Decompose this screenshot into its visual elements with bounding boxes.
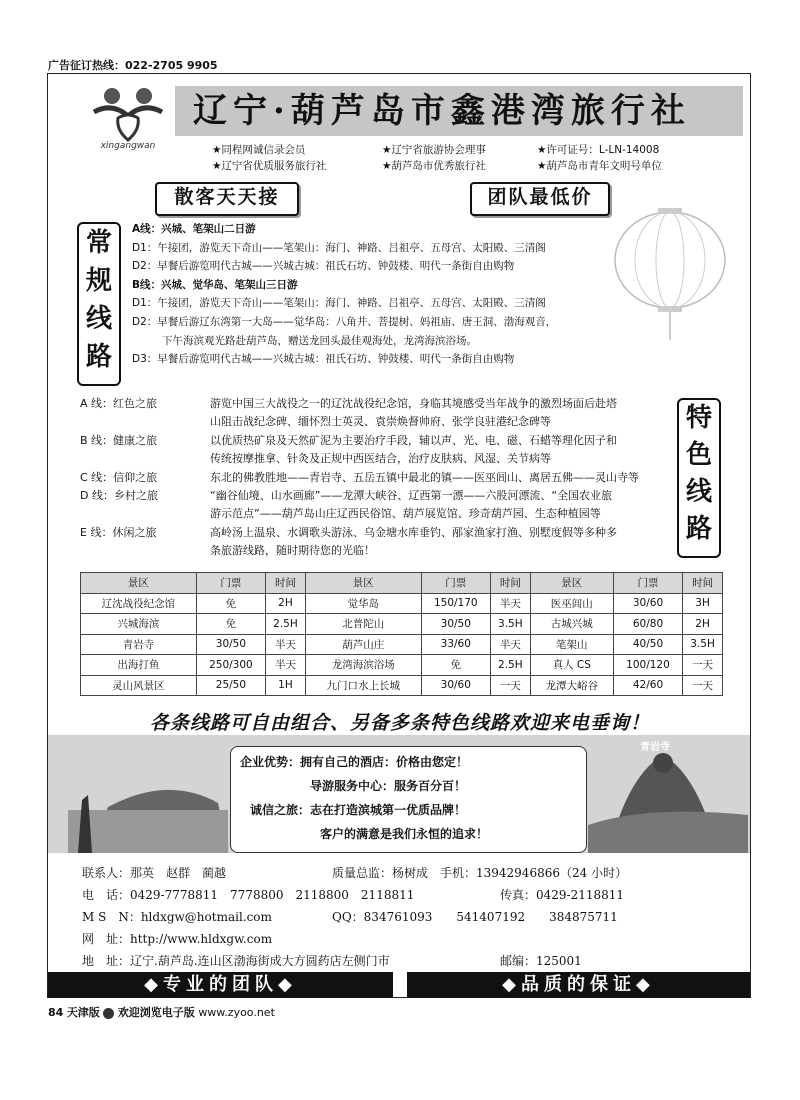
- table-header-cell: 景区: [530, 573, 613, 594]
- table-cell: 2.5H: [490, 655, 530, 676]
- special-route-text: 东北的佛教胜地——青岩寺、五岳五镇中最北的镇——医巫闾山、离居五佛——灵山寺等: [210, 470, 639, 484]
- credential: ★辽宁省旅游协会理事: [382, 144, 486, 156]
- advantage-line: 企业优势：拥有自己的酒店：价格由您定！: [240, 755, 469, 769]
- credential: ★辽宁省优质服务旅行社: [212, 160, 327, 172]
- photo-caption: 青岩寺: [640, 742, 670, 753]
- table-cell: 出海打鱼: [81, 655, 197, 676]
- table-row: [81, 593, 723, 614]
- special-route-label: C 线：信仰之旅: [80, 470, 158, 484]
- special-route-label: D 线：乡村之旅: [80, 489, 158, 503]
- table-header-cell: 时间: [683, 573, 723, 594]
- table-row: [81, 634, 723, 655]
- logo-icon: [88, 82, 168, 150]
- special-route-row: [80, 487, 675, 505]
- table-cell: 半天: [266, 655, 306, 676]
- contact-quality: 质量总监：杨树成 手机：13942946866（24 小时）: [332, 866, 628, 880]
- credentials: [212, 142, 732, 174]
- table-cell: 九门口水上长城: [305, 675, 421, 696]
- table-cell: 免: [196, 614, 265, 635]
- heading-char: 常: [85, 228, 112, 258]
- table-cell: 30/50: [196, 634, 265, 655]
- special-route-row: [80, 450, 675, 468]
- table-header-cell: 时间: [490, 573, 530, 594]
- table-cell: 觉华岛: [305, 593, 421, 614]
- special-route-text: 山阻击战纪念碑、缅怀烈士英灵、袁崇焕督帅府、张学良驻港纪念碑等: [210, 415, 551, 429]
- table-cell: 一天: [683, 675, 723, 696]
- special-route-text: 以优质热矿泉及天然矿泥为主要治疗手段，辅以声、光、电、磁、石蜡等理化因子和: [210, 433, 617, 447]
- contact-info: [82, 862, 742, 972]
- special-route-text: 传统按摩推拿、针灸及正规中西医结合，治疗皮肤病、风湿、关节病等: [210, 452, 551, 466]
- table-cell: 青岩寺: [81, 634, 197, 655]
- contact-address: 地 址：辽宁.葫芦岛.连山区渤海街成大方圆药店左侧门市: [82, 954, 390, 968]
- special-route-label: A 线：红色之旅: [80, 397, 158, 410]
- credential: ★同程网诚信录会员: [212, 144, 306, 156]
- contact-zip: 邮编：125001: [500, 954, 582, 968]
- badge-walkin: 散客天天接: [155, 182, 299, 216]
- special-route-label: [80, 413, 210, 431]
- credentials-row: [212, 142, 732, 158]
- table-cell: 60/80: [613, 614, 682, 635]
- special-route-label: B 线：健康之旅: [80, 433, 158, 447]
- special-route-row: [80, 395, 675, 413]
- special-routes: [80, 395, 675, 561]
- table-cell: 半天: [490, 634, 530, 655]
- edition-label: 天津版: [66, 1006, 100, 1019]
- table-cell: 25/50: [196, 675, 265, 696]
- table-cell: 灵山风景区: [81, 675, 197, 696]
- table-cell: 2H: [683, 614, 723, 635]
- table-row: [81, 614, 723, 635]
- route-line: 下午海滨观光路赴葫芦岛，赠送龙回头最佳观海处，龙湾海滨浴场。: [162, 334, 477, 347]
- table-cell: 辽沈战役纪念馆: [81, 593, 197, 614]
- banner-team: ◆专业的团队◆: [48, 972, 393, 998]
- footer-text: 欢迎浏览电子版: [117, 1006, 195, 1019]
- table-cell: 3.5H: [683, 634, 723, 655]
- table-header-cell: 门票: [613, 573, 682, 594]
- page-number: 84: [48, 1006, 64, 1019]
- page-footer: [48, 1004, 275, 1020]
- table-cell: 30/60: [613, 593, 682, 614]
- special-route-row: [80, 469, 675, 487]
- table-header-cell: 景区: [305, 573, 421, 594]
- globe-icon: [103, 1008, 114, 1019]
- special-route-row: [80, 505, 675, 523]
- table-cell: 免: [421, 655, 490, 676]
- advantages: [240, 750, 580, 846]
- contact-people: 联系人：那英 赵群 蔺越: [82, 866, 227, 880]
- heading-char: 路: [85, 342, 112, 372]
- route-line: A线：兴城、笔架山二日游: [132, 223, 256, 235]
- special-route-label: [80, 505, 210, 523]
- table-cell: 一天: [683, 655, 723, 676]
- advantage-line: 诚信之旅：志在打造滨城第一优质品牌！: [250, 803, 467, 817]
- special-route-row: [80, 432, 675, 450]
- special-route-row: [80, 542, 675, 560]
- agency-title: 辽宁·葫芦岛市鑫港湾旅行社: [175, 86, 743, 136]
- table-cell: 150/170: [421, 593, 490, 614]
- route-line: B线：兴城、觉华岛、笔架山三日游: [132, 278, 298, 291]
- table-cell: 100/120: [613, 655, 682, 676]
- table-cell: 250/300: [196, 655, 265, 676]
- special-routes-heading: [677, 398, 721, 558]
- table-row: [81, 655, 723, 676]
- special-route-text: 高岭汤上温泉、水调歌头游泳、乌金塘水库垂钓、邴家渔家打渔、别墅度假等多种多: [210, 525, 617, 539]
- table-header-cell: 门票: [421, 573, 490, 594]
- advantage-line: 导游服务中心：服务百分百！: [310, 779, 467, 793]
- advantage-line: 客户的满意是我们永恒的追求！: [320, 827, 489, 841]
- table-row: [81, 675, 723, 696]
- banner-quality: ◆品质的保证◆: [407, 972, 750, 998]
- table-header-cell: 门票: [196, 573, 265, 594]
- table-cell: 龙湾海滨浴场: [305, 655, 421, 676]
- table-cell: 古城兴城: [530, 614, 613, 635]
- credential: ★葫芦岛市青年文明号单位: [537, 160, 662, 172]
- heading-char: 色: [685, 440, 712, 470]
- table-cell: 2.5H: [266, 614, 306, 635]
- special-route-row: [80, 413, 675, 431]
- badge-group: 团队最低价: [470, 182, 610, 216]
- credential: ★许可证号：L-LN-14008: [537, 144, 660, 156]
- table-cell: 笔架山: [530, 634, 613, 655]
- slogan: 各条线路可自由组合、另备多条特色线路欢迎来电垂询！: [149, 712, 650, 734]
- contact-qq: QQ：834761093 541407192 384875711: [332, 910, 618, 924]
- table-cell: 龙潭大峪谷: [530, 675, 613, 696]
- ad-hotline: 广告征订热线：022-2705 9905: [48, 59, 218, 72]
- table-header-cell: 时间: [266, 573, 306, 594]
- table-cell: 医巫闾山: [530, 593, 613, 614]
- footer-url[interactable]: www.zyoo.net: [198, 1006, 275, 1019]
- table-cell: 真人 CS: [530, 655, 613, 676]
- logo-text: xingangwan: [100, 141, 156, 151]
- table-cell: 1H: [266, 675, 306, 696]
- table-cell: 半天: [490, 593, 530, 614]
- attractions-table: [80, 572, 723, 696]
- credentials-row: [212, 158, 732, 174]
- table-cell: 葫芦山庄: [305, 634, 421, 655]
- table-header-cell: 景区: [81, 573, 197, 594]
- route-line: D1：午接团，游览天下奇山——笔架山：海门、神路、吕祖亭、五母宫、太阳殿、三清阁: [132, 297, 546, 310]
- special-route-text: 游示范点”——葫芦岛山庄辽西民俗馆、葫芦展览馆、珍奇葫芦园、生态种植园等: [210, 507, 601, 521]
- special-route-label: [80, 450, 210, 468]
- special-route-text: 游览中国三大战役之一的辽沈战役纪念馆，身临其境感受当年战争的激烈场面后赴塔: [210, 397, 617, 410]
- table-cell: 3.5H: [490, 614, 530, 635]
- heading-char: 特: [685, 403, 712, 433]
- table-cell: 40/50: [613, 634, 682, 655]
- table-cell: 一天: [490, 675, 530, 696]
- table-header-row: [81, 573, 723, 594]
- regular-routes: [132, 220, 632, 369]
- heading-char: 线: [85, 304, 112, 334]
- route-line: D2：早餐后游览明代古城——兴城古城：祖氏石坊、钟鼓楼、明代一条街自由购物: [132, 260, 515, 273]
- contact-web[interactable]: 网 址：http://www.hldxgw.com: [82, 932, 273, 946]
- table-cell: 2H: [266, 593, 306, 614]
- table-cell: 33/60: [421, 634, 490, 655]
- table-cell: 3H: [683, 593, 723, 614]
- special-route-text: “幽谷仙境、山水画廊”——龙潭大峡谷、辽西第一漂——六股河漂流、“全国农业旅: [210, 489, 613, 503]
- special-route-label: E 线：休闲之旅: [80, 525, 157, 539]
- contact-phone: 电 话：0429-7778811 7778800 2118800 2118811: [82, 888, 415, 902]
- special-route-text: 条旅游线路，随时期待您的光临！: [210, 544, 375, 558]
- heading-char: 路: [685, 514, 712, 544]
- table-cell: 北普陀山: [305, 614, 421, 635]
- special-route-label: [80, 542, 210, 560]
- special-route-row: [80, 524, 675, 542]
- table-cell: 半天: [266, 634, 306, 655]
- table-cell: 42/60: [613, 675, 682, 696]
- table-cell: 兴城海滨: [81, 614, 197, 635]
- table-cell: 30/60: [421, 675, 490, 696]
- table-cell: 免: [196, 593, 265, 614]
- route-line: D2：早餐后游辽东湾第一大岛——觉华岛：八角井、菩提树、妈祖庙、唐王洞、渤海观音，: [132, 315, 557, 328]
- contact-msn[interactable]: M S N：hldxgw@hotmail.com: [82, 910, 272, 924]
- route-line: D1：午接团，游览天下奇山——笔架山：海门、神路、吕祖亭、五母宫、太阳殿、三清阁: [132, 241, 546, 254]
- credential: ★葫芦岛市优秀旅行社: [382, 160, 486, 172]
- heading-char: 规: [85, 266, 112, 296]
- route-line: D3：早餐后游览明代古城——兴城古城：祖氏石坊、钟鼓楼、明代一条街自由购物: [132, 353, 515, 366]
- contact-fax: 传真：0429-2118811: [500, 888, 625, 902]
- heading-char: 线: [685, 477, 712, 507]
- table-cell: 30/50: [421, 614, 490, 635]
- regular-routes-heading: [77, 222, 121, 386]
